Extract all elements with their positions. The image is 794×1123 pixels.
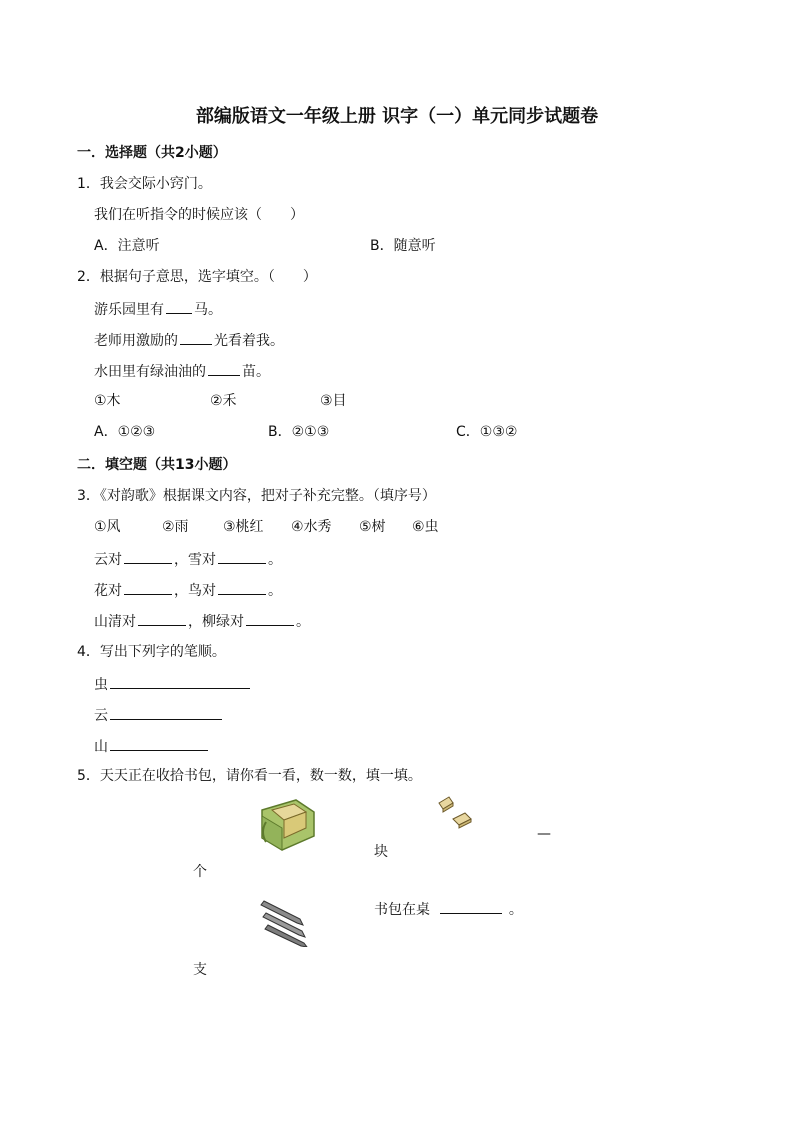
pencils-icon (260, 895, 310, 947)
eraser-icon (437, 795, 473, 831)
q3-blank-6[interactable] (246, 610, 294, 626)
q2-s1-a: 游乐园里有 (94, 302, 164, 318)
q3-row-2 (94, 579, 282, 601)
q3-row-1 (94, 548, 282, 570)
q5-desk-line (374, 898, 523, 920)
q2-s1-b: 马。 (194, 302, 222, 318)
q5-unit-kuai: 块 (374, 844, 388, 860)
q5-unit-zhi: 支 (193, 962, 207, 978)
q2-stem: 2．根据句子意思，选字填空。（ ） (77, 269, 317, 285)
q4-blank-2[interactable] (110, 704, 222, 720)
q2-option-b[interactable]: B．②①③ (268, 424, 330, 440)
q2-s3-a: 水田里有绿油油的 (94, 364, 206, 380)
q2-option-a[interactable]: A．①②③ (94, 424, 156, 440)
q2-option-c[interactable]: C．①③② (456, 424, 518, 440)
q1-option-a[interactable]: A．注意听 (94, 238, 160, 254)
q5-dash: — (537, 826, 551, 842)
q5-blank-desk[interactable] (440, 898, 502, 914)
backpack-icon (256, 796, 320, 854)
q3-r2-b: ，鸟对 (174, 583, 216, 599)
q2-choice-3: ③目 (320, 393, 347, 409)
section-heading-choice: 一．选择题（共2小题） (77, 145, 227, 161)
q5-desk-a: 书包在桌 (374, 902, 430, 918)
q3-item-3: ③桃红 (223, 519, 264, 535)
q3-r3-c: 。 (296, 614, 310, 630)
q2-blank-1[interactable] (166, 298, 192, 314)
q2-sentence-2 (94, 329, 284, 351)
q3-item-2: ②雨 (162, 519, 189, 535)
q3-item-4: ④水秀 (291, 519, 332, 535)
section-heading-fill: 二．填空题（共13小题） (77, 457, 237, 473)
q3-r1-a: 云对 (94, 552, 122, 568)
q3-r2-c: 。 (268, 583, 282, 599)
q3-item-6: ⑥虫 (412, 519, 439, 535)
q1-stem: 1．我会交际小窍门。 (77, 176, 212, 192)
q3-row-3 (94, 610, 310, 632)
q4-char-3: 山 (94, 739, 108, 755)
q2-choice-1: ①木 (94, 393, 121, 409)
q5-desk-b: 。 (508, 902, 523, 918)
q1-option-b[interactable]: B．随意听 (370, 238, 436, 254)
q3-stem: 3．《对韵歌》根据课文内容，把对子补充完整。（填序号） (77, 488, 436, 504)
q3-blank-3[interactable] (124, 579, 172, 595)
q3-blank-5[interactable] (138, 610, 186, 626)
page-title: 部编版语文一年级上册 识字（一）单元同步试题卷 (195, 106, 599, 127)
q5-stem: 5．天天正在收拾书包，请你看一看，数一数，填一填。 (77, 768, 422, 784)
q2-choice-2: ②禾 (210, 393, 237, 409)
q4-blank-1[interactable] (110, 673, 250, 689)
q4-stem: 4．写出下列字的笔顺。 (77, 644, 226, 660)
q3-r2-a: 花对 (94, 583, 122, 599)
q5-unit-ge: 个 (193, 864, 207, 880)
q4-row-2 (94, 704, 224, 726)
q2-sentence-3 (94, 360, 270, 382)
q2-s2-b: 光看着我。 (214, 333, 284, 349)
q3-r1-b: ，雪对 (174, 552, 216, 568)
q4-row-3 (94, 735, 210, 757)
q2-blank-3[interactable] (208, 360, 240, 376)
q2-s2-a: 老师用激励的 (94, 333, 178, 349)
q3-item-5: ⑤树 (359, 519, 386, 535)
q3-blank-4[interactable] (218, 579, 266, 595)
q2-sentence-1 (94, 298, 222, 320)
q3-r3-b: ，柳绿对 (188, 614, 244, 630)
q2-s3-b: 苗。 (242, 364, 270, 380)
q3-r1-c: 。 (268, 552, 282, 568)
q3-blank-1[interactable] (124, 548, 172, 564)
q1-question: 我们在听指令的时候应该（ ） (94, 207, 304, 223)
q2-blank-2[interactable] (180, 329, 212, 345)
q4-char-1: 虫 (94, 677, 108, 693)
q4-row-1 (94, 673, 252, 695)
q3-blank-2[interactable] (218, 548, 266, 564)
q3-r3-a: 山清对 (94, 614, 136, 630)
q4-blank-3[interactable] (110, 735, 208, 751)
q4-char-2: 云 (94, 708, 108, 724)
q3-item-1: ①风 (94, 519, 121, 535)
